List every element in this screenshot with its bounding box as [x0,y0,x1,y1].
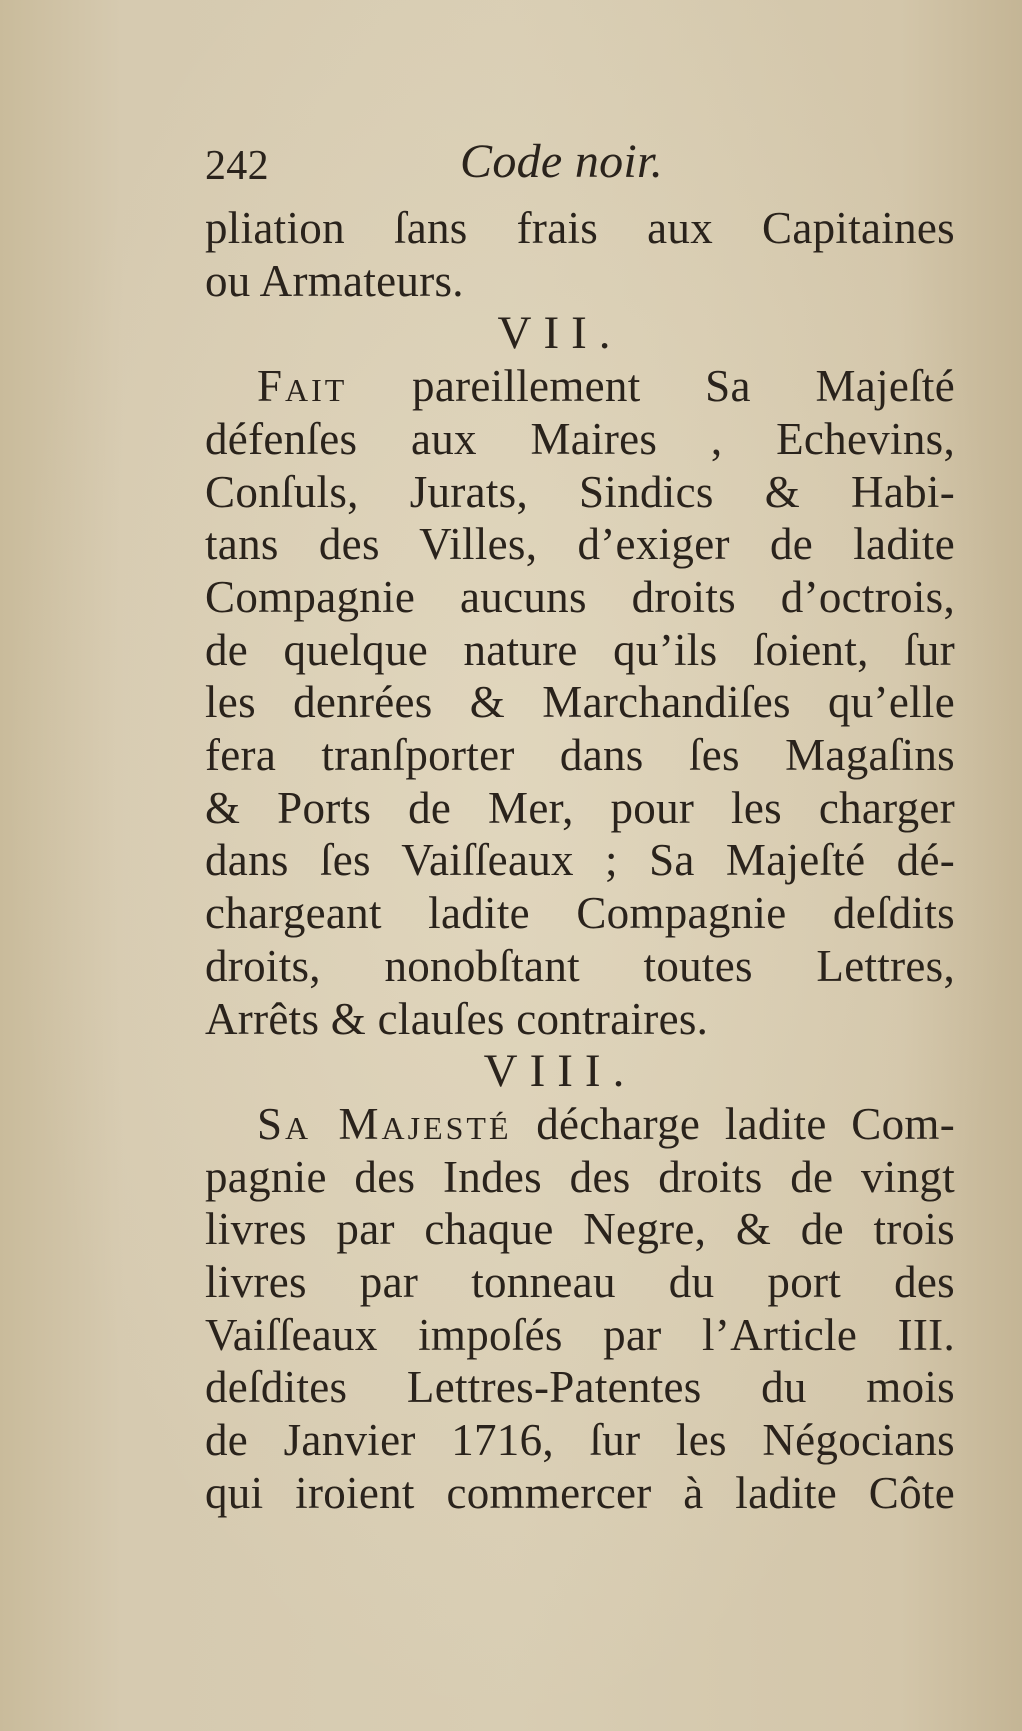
text-line: Conſuls, Jurats, Sindics & Habi- [205,466,955,517]
text-line: qui iroient commercer à ladite Côte [205,1467,955,1518]
page-text [205,135,955,1520]
text-line: les denrées & Marchandiſes qu’elle [205,677,955,728]
text-line: défenſes aux Maires , Echevins, [205,413,955,464]
lead-word: Sa Majesté [257,1098,512,1149]
text-line: Vaiſſeaux impoſés par l’Article III. [205,1309,955,1360]
article-heading: VIII. [483,1045,637,1098]
text-line: deſdites Lettres-Patentes du mois [205,1362,955,1413]
running-title: Code noir. [460,135,664,188]
text-line: & Ports de Mer, pour les charger [205,782,955,833]
text-line: pagnie des Indes des droits de vingt [205,1151,955,1202]
text-line [205,1098,955,1151]
page-number: 242 [205,143,269,189]
text-line: droits, nonobſtant toutes Lettres, [205,940,955,991]
lead-word: Fait [257,361,348,412]
text-line: tans des Villes, d’exiger de ladite [205,519,955,570]
lead-rest: pareillement Sa Majeſté [347,361,955,412]
text-line: livres par tonneau du port des [205,1257,955,1308]
text-line: dans ſes Vaiſſeaux ; Sa Majeſté dé- [205,835,955,886]
text-line: de Janvier 1716, ſur les Négocians [205,1415,955,1466]
text-line: fera tranſporter dans ſes Magaſins [205,730,955,781]
article-heading: VII. [497,307,623,360]
text-line [205,360,955,413]
text-line: pliation ſans frais aux Capitaines [205,203,955,253]
lead-rest: décharge ladite Com- [511,1098,955,1149]
text-line: Compagnie aucuns droits d’octrois, [205,571,955,622]
text-line: Arrêts & clauſes contraires. [205,993,709,1044]
text-line: ou Armateurs. [205,255,464,306]
text-line: livres par chaque Negre, & de trois [205,1204,955,1255]
text-line: de quelque nature qu’ils ſoient, ſur [205,624,955,675]
text-line: chargeant ladite Compagnie deſdits [205,888,955,939]
running-head [205,135,955,202]
